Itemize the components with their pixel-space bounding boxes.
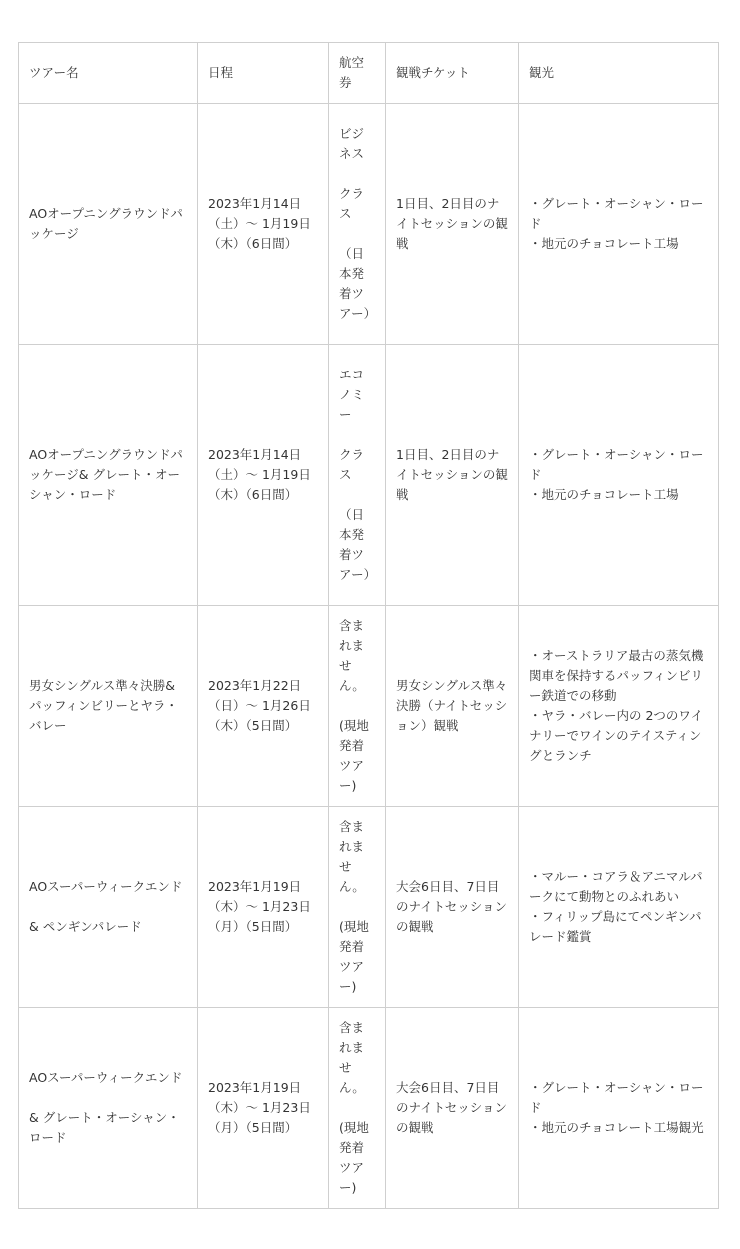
table-row — [19, 1008, 719, 1209]
sightseeing-cell — [519, 1008, 719, 1209]
flight-cell — [329, 1008, 386, 1209]
header-dates: 日程 — [198, 43, 329, 104]
sightseeing-item: ・マルー・コアラ＆アニマルパークにて動物とのふれあい — [529, 869, 703, 904]
tour-name-cell — [19, 606, 198, 807]
flight-spacer — [339, 164, 375, 184]
dates-cell: 2023年1月14日（土）～ 1月19日（木）（6日間） — [198, 104, 329, 345]
header-tour-name: ツアー名 — [19, 43, 198, 104]
flight-line: (現地発着ツアー) — [339, 919, 369, 994]
tour-name-line: & グレート・オーシャン・ロード — [29, 1110, 180, 1145]
flight-cell — [329, 807, 386, 1008]
sightseeing-cell — [519, 807, 719, 1008]
tour-table — [18, 42, 719, 1209]
tour-name-line: AOスーパーウィークエンド — [29, 1070, 183, 1085]
dates-cell: 2023年1月19日（木）～ 1月23日（月）（5日間） — [198, 807, 329, 1008]
table-row — [19, 807, 719, 1008]
tickets-cell: 大会6日目、7日目のナイトセッションの観戦 — [386, 1008, 519, 1209]
flight-cell — [329, 104, 386, 345]
flight-line: 含まれません。 — [339, 819, 365, 894]
tour-name-spacer — [29, 1088, 187, 1108]
dates-cell: 2023年1月19日（木）～ 1月23日（月）（5日間） — [198, 1008, 329, 1209]
flight-spacer — [339, 425, 375, 445]
flight-cell — [329, 606, 386, 807]
tour-name-line: & ペンギンパレード — [29, 919, 142, 934]
flight-line: クラス — [339, 447, 365, 482]
sightseeing-item: ・オーストラリア最古の蒸気機関車を保持するパッフィンビリー鉄道での移動 — [529, 648, 704, 703]
flight-spacer — [339, 1098, 375, 1118]
tour-name-cell — [19, 1008, 198, 1209]
sightseeing-cell — [519, 104, 719, 345]
flight-line: ビジネス — [339, 126, 365, 161]
sightseeing-item: ・グレート・オーシャン・ロード — [529, 196, 704, 231]
flight-line: クラス — [339, 186, 365, 221]
tour-name-line: AOオープニングラウンドパッケージ& グレート・オーシャン・ロード — [29, 447, 183, 502]
flight-spacer — [339, 897, 375, 917]
sightseeing-item: ・地元のチョコレート工場 — [529, 236, 679, 251]
flight-spacer — [339, 485, 375, 505]
tickets-cell: 大会6日目、7日目のナイトセッションの観戦 — [386, 807, 519, 1008]
header-flight: 航空券 — [329, 43, 386, 104]
dates-cell: 2023年1月14日（土）～ 1月19日（木）（6日間） — [198, 345, 329, 606]
sightseeing-item: ・グレート・オーシャン・ロード — [529, 447, 704, 482]
sightseeing-cell — [519, 606, 719, 807]
tour-name-spacer — [29, 897, 187, 917]
flight-line: （日本発着ツアー） — [339, 246, 377, 321]
tickets-cell: 1日目、2日目のナイトセッションの観戦 — [386, 104, 519, 345]
tour-name-cell — [19, 807, 198, 1008]
header-sightseeing: 観光 — [519, 43, 719, 104]
tour-name-cell — [19, 345, 198, 606]
table-row — [19, 606, 719, 807]
tickets-cell: 男女シングルス準々決勝（ナイトセッション）観戦 — [386, 606, 519, 807]
flight-line: 含まれません。 — [339, 618, 365, 693]
table-row — [19, 345, 719, 606]
tour-table-container — [18, 42, 718, 1209]
tour-name-line: 男女シングルス準々決勝&パッフィンビリーとヤラ・バレー — [29, 678, 179, 733]
flight-line: (現地発着ツアー) — [339, 1120, 369, 1195]
flight-spacer — [339, 696, 375, 716]
dates-cell: 2023年1月22日（日）～ 1月26日（木）（5日間） — [198, 606, 329, 807]
table-header-row — [19, 43, 719, 104]
sightseeing-cell — [519, 345, 719, 606]
sightseeing-item: ・フィリップ島にてペンギンパレード鑑賞 — [529, 909, 702, 944]
sightseeing-item: ・地元のチョコレート工場観光 — [529, 1120, 704, 1135]
sightseeing-item: ・ヤラ・バレー内の 2つのワイナリーでワインのテイスティングとランチ — [529, 708, 704, 763]
sightseeing-item: ・グレート・オーシャン・ロード — [529, 1080, 704, 1115]
flight-line: 含まれません。 — [339, 1020, 365, 1095]
flight-line: （日本発着ツアー） — [339, 507, 377, 582]
tour-name-cell — [19, 104, 198, 345]
sightseeing-item: ・地元のチョコレート工場 — [529, 487, 679, 502]
flight-line: エコノミー — [339, 367, 365, 422]
flight-line: (現地発着ツアー) — [339, 718, 369, 793]
tour-name-line: AOスーパーウィークエンド — [29, 879, 183, 894]
table-row — [19, 104, 719, 345]
header-tickets: 観戦チケット — [386, 43, 519, 104]
tour-name-line: AOオープニングラウンドパッケージ — [29, 206, 183, 241]
flight-cell — [329, 345, 386, 606]
flight-spacer — [339, 224, 375, 244]
tickets-cell: 1日目、2日目のナイトセッションの観戦 — [386, 345, 519, 606]
